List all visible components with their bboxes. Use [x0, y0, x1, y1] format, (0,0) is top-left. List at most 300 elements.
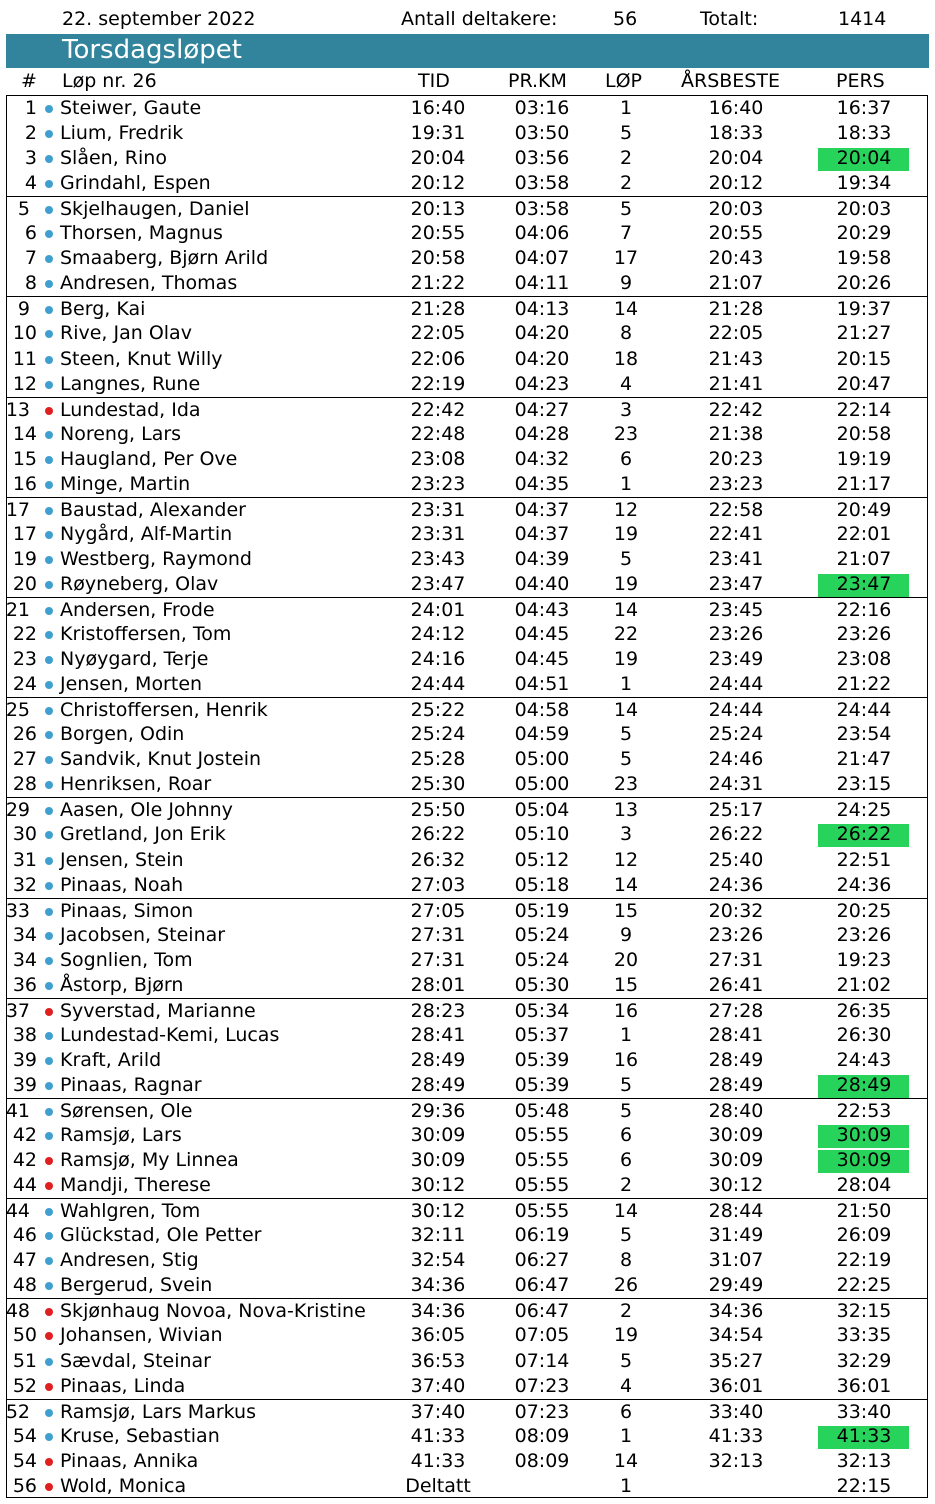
rank-cell: 28	[12, 773, 37, 796]
runs-cell: 8	[619, 322, 633, 345]
runner-name: Glückstad, Ole Petter	[60, 1224, 262, 1247]
runs-cell: 18	[613, 347, 639, 370]
male-dot-icon	[45, 105, 53, 113]
male-dot-icon	[45, 857, 53, 865]
runner-name: Langnes, Rune	[60, 372, 201, 395]
table-row	[0, 848, 935, 873]
male-dot-icon	[45, 1409, 53, 1417]
season-best-cell: 20:23	[708, 447, 764, 470]
pace-cell: 03:56	[514, 147, 570, 170]
rank-cell: 1	[24, 97, 37, 119]
table-row	[0, 121, 935, 146]
runs-cell: 14	[613, 298, 639, 321]
male-dot-icon	[45, 1208, 53, 1216]
runner-name: Jensen, Stein	[60, 848, 184, 871]
runner-name: Ramsjø, Lars	[60, 1124, 182, 1147]
pace-cell: 04:13	[514, 298, 570, 321]
male-dot-icon	[45, 957, 53, 965]
rank-cell: 26	[12, 723, 37, 746]
runs-cell: 3	[619, 823, 633, 846]
total-label: Totalt:	[700, 8, 759, 30]
time-cell: 27:31	[410, 923, 466, 946]
pace-cell: 05:55	[514, 1124, 570, 1147]
female-dot-icon	[45, 1182, 53, 1190]
time-cell: 26:22	[410, 823, 466, 846]
table-row	[0, 447, 935, 472]
rank-cell: 48	[5, 1300, 30, 1323]
report-header	[0, 8, 935, 34]
runs-cell: 2	[619, 147, 633, 170]
pers-cell: 21:02	[836, 973, 892, 996]
pers-cell: 21:50	[836, 1200, 892, 1223]
male-dot-icon	[45, 707, 53, 715]
pers-cell: 24:25	[836, 799, 892, 822]
header-rank: #	[21, 70, 37, 92]
pace-cell: 07:05	[514, 1324, 570, 1347]
pers-cell: 23:08	[836, 648, 892, 671]
pace-cell: 03:50	[514, 122, 570, 145]
time-cell: 22:19	[410, 372, 466, 395]
male-dot-icon	[45, 1257, 53, 1265]
race-date: 22. september 2022	[62, 8, 256, 30]
pers-cell: 19:34	[836, 172, 892, 195]
table-row	[0, 973, 935, 998]
runner-name: Kraft, Arild	[60, 1048, 162, 1071]
rank-cell: 8	[24, 272, 37, 295]
pers-cell: 41:33	[836, 1424, 892, 1447]
male-dot-icon	[45, 1108, 53, 1116]
table-row	[0, 722, 935, 747]
pace-cell: 05:48	[514, 1100, 570, 1122]
pace-cell: 05:55	[514, 1149, 570, 1172]
time-cell: 37:40	[410, 1400, 466, 1423]
time-cell: 30:12	[410, 1200, 466, 1223]
time-cell: 25:24	[410, 723, 466, 746]
male-dot-icon	[45, 607, 53, 615]
runs-cell: 5	[619, 198, 633, 221]
runner-name: Johansen, Wivian	[60, 1324, 223, 1347]
rank-cell: 36	[12, 973, 37, 996]
rank-cell: 44	[5, 1200, 30, 1223]
page-title: Torsdagsløpet	[62, 35, 242, 65]
pace-cell: 04:51	[514, 673, 570, 696]
pace-cell: 04:20	[514, 347, 570, 370]
table-row	[0, 221, 935, 246]
runs-cell: 14	[613, 599, 639, 621]
runs-cell: 5	[619, 1073, 633, 1096]
pace-cell: 06:27	[514, 1249, 570, 1272]
rank-cell: 50	[12, 1324, 37, 1347]
table-row	[0, 1223, 935, 1248]
runs-cell: 12	[613, 848, 639, 871]
runs-cell: 6	[619, 1149, 633, 1172]
pace-cell: 04:32	[514, 447, 570, 470]
runner-name: Andersen, Frode	[60, 599, 215, 621]
male-dot-icon	[45, 882, 53, 890]
runner-name: Ramsjø, My Linnea	[60, 1149, 239, 1172]
runs-cell: 19	[613, 572, 639, 595]
season-best-cell: 28:49	[708, 1073, 764, 1096]
pace-cell: 06:47	[514, 1300, 570, 1323]
pace-cell: 07:14	[514, 1349, 570, 1372]
pers-cell: 22:16	[836, 599, 892, 621]
time-cell: 25:22	[410, 699, 466, 722]
pace-cell: 07:23	[514, 1374, 570, 1397]
time-cell: 23:47	[410, 572, 466, 595]
pace-cell: 04:37	[514, 522, 570, 545]
runs-cell: 2	[619, 1300, 633, 1323]
rank-cell: 42	[12, 1149, 37, 1172]
runner-name: Nyøygard, Terje	[60, 648, 209, 671]
pers-cell: 23:47	[836, 572, 892, 595]
table-row	[0, 422, 935, 447]
time-cell: 28:49	[410, 1073, 466, 1096]
male-dot-icon	[45, 1358, 53, 1366]
time-cell: 27:03	[410, 873, 466, 896]
pace-cell: 05:55	[514, 1200, 570, 1223]
table-row	[6, 196, 928, 221]
pace-cell: 06:19	[514, 1224, 570, 1247]
pers-cell: 20:15	[836, 347, 892, 370]
time-cell: 23:31	[410, 498, 466, 521]
season-best-cell: 21:38	[708, 422, 764, 445]
time-cell: 24:12	[410, 623, 466, 646]
pers-cell: 26:30	[836, 1023, 892, 1046]
pace-cell: 05:19	[514, 899, 570, 922]
pers-cell: 28:49	[836, 1073, 892, 1096]
season-best-cell: 22:42	[708, 398, 764, 421]
season-best-cell: 26:22	[708, 823, 764, 846]
pers-cell: 19:23	[836, 948, 892, 971]
runs-cell: 1	[619, 472, 633, 495]
runner-name: Ramsjø, Lars Markus	[60, 1400, 257, 1423]
pers-cell: 21:07	[836, 547, 892, 570]
season-best-cell: 34:54	[708, 1324, 764, 1347]
pers-cell: 32:13	[836, 1449, 892, 1472]
runner-name: Thorsen, Magnus	[60, 222, 223, 245]
pers-cell: 22:53	[836, 1100, 892, 1122]
runs-cell: 5	[619, 122, 633, 145]
female-dot-icon	[45, 1383, 53, 1391]
rank-cell: 56	[12, 1474, 37, 1497]
season-best-cell: 18:33	[708, 122, 764, 145]
season-best-cell: 28:44	[708, 1200, 764, 1223]
runner-name: Borgen, Odin	[60, 723, 185, 746]
season-best-cell: 21:28	[708, 298, 764, 321]
pers-cell: 24:44	[836, 699, 892, 722]
table-row	[0, 1248, 935, 1273]
table-row	[0, 1173, 935, 1198]
time-cell: 26:32	[410, 848, 466, 871]
male-dot-icon	[45, 456, 53, 464]
season-best-cell: 41:33	[708, 1424, 764, 1447]
pace-cell: 03:58	[514, 172, 570, 195]
rank-cell: 4	[24, 172, 37, 195]
runs-cell: 6	[619, 447, 633, 470]
rank-cell: 38	[12, 1023, 37, 1046]
pace-cell: 05:24	[514, 923, 570, 946]
season-best-cell: 25:40	[708, 848, 764, 871]
runner-name: Sævdal, Steinar	[60, 1349, 211, 1372]
male-dot-icon	[45, 631, 53, 639]
rank-cell: 7	[24, 247, 37, 270]
runs-cell: 5	[619, 748, 633, 771]
female-dot-icon	[45, 1308, 53, 1316]
season-best-cell: 24:46	[708, 748, 764, 771]
runner-name: Sandvik, Knut Jostein	[60, 748, 262, 771]
male-dot-icon	[45, 1232, 53, 1240]
runs-cell: 19	[613, 522, 639, 545]
season-best-cell: 24:31	[708, 773, 764, 796]
rank-cell: 44	[12, 1174, 37, 1197]
time-cell: 37:40	[410, 1374, 466, 1397]
time-cell: 27:31	[410, 948, 466, 971]
rank-cell: 21	[5, 599, 30, 621]
runner-name: Gretland, Jon Erik	[60, 823, 226, 846]
runs-cell: 22	[613, 623, 639, 646]
season-best-cell: 23:47	[708, 572, 764, 595]
runner-name: Røyneberg, Olav	[60, 572, 219, 595]
rank-cell: 9	[17, 298, 30, 321]
runner-name: Jacobsen, Steinar	[60, 923, 226, 946]
male-dot-icon	[45, 556, 53, 564]
runner-name: Åstorp, Bjørn	[60, 973, 184, 996]
pace-cell: 04:35	[514, 472, 570, 495]
pers-cell: 22:15	[836, 1474, 892, 1497]
male-dot-icon	[45, 1082, 53, 1090]
season-best-cell: 20:32	[708, 899, 764, 922]
season-best-cell: 24:44	[708, 699, 764, 722]
runner-name: Berg, Kai	[60, 298, 146, 321]
time-cell: 20:58	[410, 247, 466, 270]
pers-cell: 33:35	[836, 1324, 892, 1347]
table-row	[0, 1273, 935, 1298]
table-row	[6, 1198, 928, 1223]
pace-cell: 04:39	[514, 547, 570, 570]
time-cell: 25:30	[410, 773, 466, 796]
table-row	[6, 998, 928, 1023]
pers-cell: 20:25	[836, 899, 892, 922]
runs-cell: 6	[619, 1124, 633, 1147]
season-best-cell: 21:41	[708, 372, 764, 395]
rank-cell: 3	[24, 147, 37, 170]
male-dot-icon	[45, 481, 53, 489]
pace-cell: 03:58	[514, 198, 570, 221]
male-dot-icon	[45, 932, 53, 940]
pers-cell: 24:43	[836, 1048, 892, 1071]
pers-cell: 19:58	[836, 247, 892, 270]
pers-cell: 18:33	[836, 122, 892, 145]
pers-cell: 22:01	[836, 522, 892, 545]
participants-count: 56	[613, 8, 638, 30]
time-cell: 23:23	[410, 472, 466, 495]
table-row	[0, 948, 935, 973]
pace-cell: 04:45	[514, 623, 570, 646]
runner-name: Pinaas, Ragnar	[60, 1073, 202, 1096]
pers-cell: 23:54	[836, 723, 892, 746]
table-row	[0, 772, 935, 797]
male-dot-icon	[45, 807, 53, 815]
time-cell: 24:16	[410, 648, 466, 671]
table-row	[0, 522, 935, 547]
season-best-cell: 28:49	[708, 1048, 764, 1071]
season-best-cell: 23:23	[708, 472, 764, 495]
runs-cell: 23	[613, 422, 639, 445]
runs-cell: 8	[619, 1249, 633, 1272]
rank-cell: 17	[5, 498, 30, 521]
table-row	[6, 898, 928, 923]
table-row	[0, 1474, 935, 1499]
table-row	[0, 547, 935, 572]
rank-cell: 39	[12, 1048, 37, 1071]
runner-name: Andresen, Stig	[60, 1249, 199, 1272]
male-dot-icon	[45, 908, 53, 916]
runner-name: Lium, Fredrik	[60, 122, 184, 145]
rank-cell: 47	[12, 1249, 37, 1272]
table-row	[0, 372, 935, 397]
runner-name: Christoffersen, Henrik	[60, 699, 268, 722]
table-row	[0, 1023, 935, 1048]
runs-cell: 6	[619, 1400, 633, 1423]
pers-cell: 20:03	[836, 198, 892, 221]
runs-cell: 14	[613, 1200, 639, 1223]
male-dot-icon	[45, 255, 53, 263]
time-cell: 24:44	[410, 673, 466, 696]
runner-name: Mandji, Therese	[60, 1174, 211, 1197]
rank-cell: 2	[24, 122, 37, 145]
pers-cell: 22:19	[836, 1249, 892, 1272]
runs-cell: 1	[619, 1474, 633, 1497]
time-cell: 23:31	[410, 522, 466, 545]
pace-cell: 06:47	[514, 1274, 570, 1297]
table-row	[0, 1349, 935, 1374]
table-row	[0, 1449, 935, 1474]
table-row	[0, 1323, 935, 1348]
rank-cell: 51	[12, 1349, 37, 1372]
time-cell: 30:09	[410, 1124, 466, 1147]
header-race: Løp nr. 26	[62, 70, 157, 92]
header-runs: LØP	[605, 70, 642, 92]
time-cell: 20:12	[410, 172, 466, 195]
runs-cell: 20	[613, 948, 639, 971]
season-best-cell: 23:26	[708, 923, 764, 946]
pace-cell: 05:00	[514, 748, 570, 771]
male-dot-icon	[45, 1132, 53, 1140]
rank-cell: 16	[12, 472, 37, 495]
time-cell: 25:50	[410, 799, 466, 822]
table-row	[0, 347, 935, 372]
male-dot-icon	[45, 656, 53, 664]
rank-cell: 41	[5, 1100, 30, 1122]
runner-name: Wahlgren, Tom	[60, 1200, 201, 1223]
female-dot-icon	[45, 1332, 53, 1340]
runs-cell: 9	[619, 923, 633, 946]
time-cell: 30:09	[410, 1149, 466, 1172]
runs-cell: 17	[613, 247, 639, 270]
runner-name: Sørensen, Ole	[60, 1100, 193, 1122]
pers-cell: 21:17	[836, 472, 892, 495]
rank-cell: 19	[12, 547, 37, 570]
pace-cell: 05:30	[514, 973, 570, 996]
table-row	[0, 822, 935, 847]
runner-name: Andresen, Thomas	[60, 272, 238, 295]
male-dot-icon	[45, 180, 53, 188]
male-dot-icon	[45, 731, 53, 739]
runs-cell: 3	[619, 398, 633, 421]
pers-cell: 26:22	[836, 823, 892, 846]
runs-cell: 2	[619, 1174, 633, 1197]
pace-cell: 04:20	[514, 322, 570, 345]
table-row	[0, 572, 935, 597]
season-best-cell: 28:40	[708, 1100, 764, 1122]
season-best-cell: 26:41	[708, 973, 764, 996]
rank-cell: 5	[17, 198, 30, 221]
pace-cell: 05:04	[514, 799, 570, 822]
column-headers	[0, 70, 935, 95]
time-cell: 25:28	[410, 748, 466, 771]
time-cell: 34:36	[410, 1300, 466, 1323]
male-dot-icon	[45, 681, 53, 689]
female-dot-icon	[45, 1157, 53, 1165]
rank-cell: 31	[12, 848, 37, 871]
table-row	[0, 672, 935, 697]
runs-cell: 1	[619, 1023, 633, 1046]
season-best-cell: 22:41	[708, 522, 764, 545]
table-row	[0, 271, 935, 296]
table-row	[0, 873, 935, 898]
season-best-cell: 25:24	[708, 723, 764, 746]
season-best-cell: 28:41	[708, 1023, 764, 1046]
pace-cell: 05:55	[514, 1174, 570, 1197]
rank-cell: 27	[12, 748, 37, 771]
pers-cell: 22:51	[836, 848, 892, 871]
total-count: 1414	[838, 8, 887, 30]
time-cell: 21:22	[410, 272, 466, 295]
runs-cell: 12	[613, 498, 639, 521]
runner-name: Minge, Martin	[60, 472, 191, 495]
runs-cell: 13	[613, 799, 639, 822]
rank-cell: 54	[12, 1449, 37, 1472]
runner-name: Skjelhaugen, Daniel	[60, 198, 250, 221]
male-dot-icon	[45, 756, 53, 764]
table-row	[6, 296, 928, 321]
runs-cell: 15	[613, 973, 639, 996]
runner-name: Pinaas, Simon	[60, 899, 194, 922]
pace-cell: 04:40	[514, 572, 570, 595]
season-best-cell: 24:36	[708, 873, 764, 896]
runner-name: Noreng, Lars	[60, 422, 182, 445]
season-best-cell: 25:17	[708, 799, 764, 822]
rank-cell: 34	[12, 923, 37, 946]
season-best-cell: 22:05	[708, 322, 764, 345]
pace-cell: 04:58	[514, 699, 570, 722]
runner-name: Nygård, Alf-Martin	[60, 522, 233, 545]
male-dot-icon	[45, 1433, 53, 1441]
table-row	[0, 622, 935, 647]
runner-name: Pinaas, Noah	[60, 873, 184, 896]
table-row	[6, 797, 928, 822]
runs-cell: 7	[619, 222, 633, 245]
season-best-cell: 36:01	[708, 1374, 764, 1397]
time-cell: 22:06	[410, 347, 466, 370]
pers-cell: 21:47	[836, 748, 892, 771]
runs-cell: 4	[619, 372, 633, 395]
male-dot-icon	[45, 356, 53, 364]
female-dot-icon	[45, 1008, 53, 1016]
time-cell: 28:01	[410, 973, 466, 996]
rank-cell: 39	[12, 1073, 37, 1096]
pers-cell: 20:47	[836, 372, 892, 395]
